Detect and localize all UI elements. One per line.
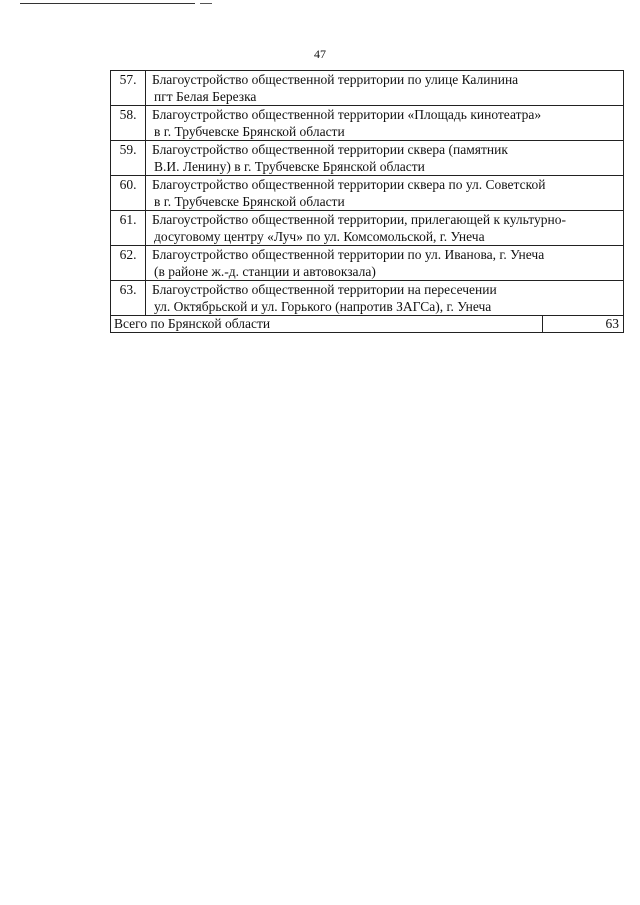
header-rule-line bbox=[20, 3, 195, 4]
row-description bbox=[146, 106, 624, 141]
row-number: 62. bbox=[111, 246, 146, 281]
row-number: 59. bbox=[111, 141, 146, 176]
row-description bbox=[146, 71, 624, 106]
table-row bbox=[111, 141, 624, 176]
row-description-line: досуговому центру «Луч» по ул. Комсомольской, г. Унеча bbox=[154, 229, 485, 244]
row-description-line: (в районе ж.-д. станции и автовокзала) bbox=[154, 264, 376, 279]
header-rule bbox=[20, 3, 220, 9]
row-description-line: Благоустройство общественной территории по улице Калинина bbox=[152, 72, 519, 87]
row-description-line: в г. Трубчевске Брянской области bbox=[154, 194, 345, 209]
row-description bbox=[146, 211, 624, 246]
row-number: 58. bbox=[111, 106, 146, 141]
table-row bbox=[111, 106, 624, 141]
total-table bbox=[110, 315, 624, 333]
table-row bbox=[111, 176, 624, 211]
row-description-line: В.И. Ленину) в г. Трубчевске Брянской области bbox=[154, 159, 425, 174]
row-description-line: пгт Белая Березка bbox=[154, 89, 257, 104]
total-label: Всего по Брянской области bbox=[111, 316, 543, 333]
row-description bbox=[146, 176, 624, 211]
row-number: 61. bbox=[111, 211, 146, 246]
row-description bbox=[146, 281, 624, 316]
row-description-line: Благоустройство общественной территории на пересечении bbox=[152, 282, 497, 297]
page-number: 47 bbox=[314, 47, 326, 61]
total-row bbox=[111, 316, 624, 333]
header-rule-mark bbox=[200, 3, 212, 4]
row-description-line: в г. Трубчевске Брянской области bbox=[154, 124, 345, 139]
row-description-line: ул. Октябрьской и ул. Горького (напротив ЗАГСа), г. Унеча bbox=[154, 299, 492, 314]
row-description bbox=[146, 141, 624, 176]
total-value: 63 bbox=[543, 316, 624, 333]
row-description bbox=[146, 246, 624, 281]
row-description-line: Благоустройство общественной территории по ул. Иванова, г. Унеча bbox=[152, 247, 545, 262]
row-number: 63. bbox=[111, 281, 146, 316]
row-description-line: Благоустройство общественной территории сквера по ул. Советской bbox=[152, 177, 546, 192]
row-number: 57. bbox=[111, 71, 146, 106]
table-row bbox=[111, 211, 624, 246]
table-row bbox=[111, 71, 624, 106]
territory-table bbox=[110, 70, 624, 316]
table-row bbox=[111, 281, 624, 316]
row-description-line: Благоустройство общественной территории «Площадь кинотеатра» bbox=[152, 107, 542, 122]
row-description-line: Благоустройство общественной территории сквера (памятник bbox=[152, 142, 508, 157]
row-description-line: Благоустройство общественной территории, прилегающей к культурно- bbox=[152, 212, 566, 227]
table-row bbox=[111, 246, 624, 281]
row-number: 60. bbox=[111, 176, 146, 211]
